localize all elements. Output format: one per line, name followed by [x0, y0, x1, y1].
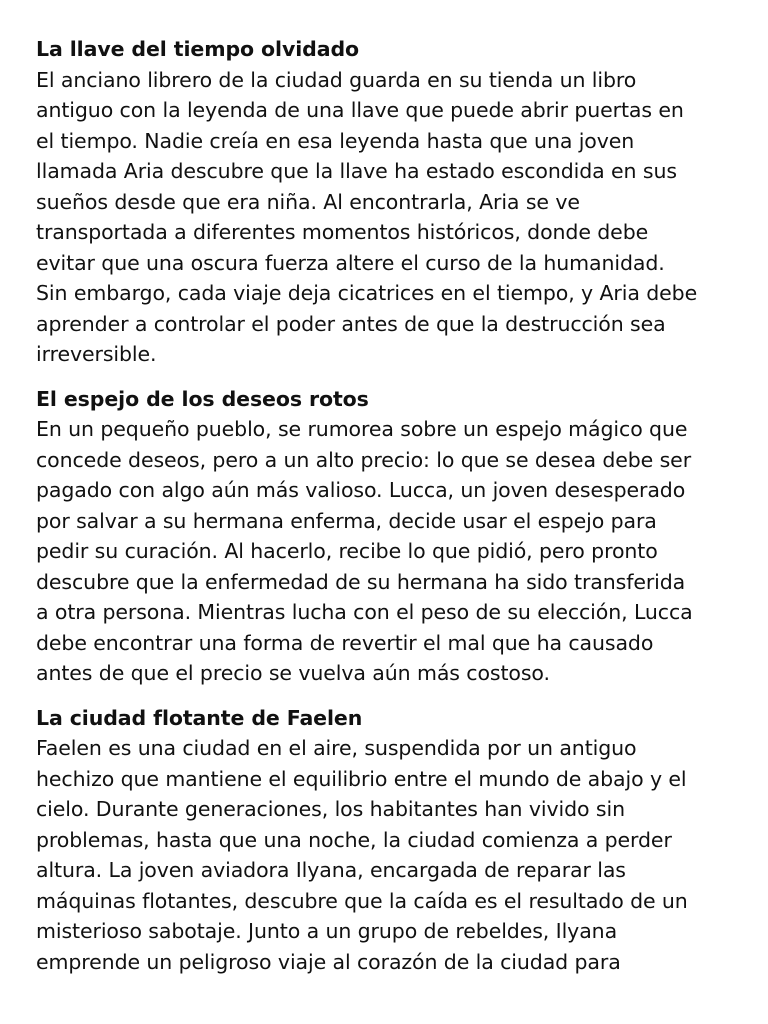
text-line: sueños desde que era niña. Al encontrarla, Aria se ve	[36, 189, 580, 214]
story-synopsis	[36, 733, 742, 977]
text-line: antes de que el precio se vuelva aún más costoso.	[36, 661, 550, 685]
text-line: cielo. Durante generaciones, los habitantes han vivido sin	[36, 797, 625, 821]
text-line: misterioso sabotaje. Junto a un grupo de rebeldes, Ilyana	[36, 919, 618, 943]
text-line: hechizo que mantiene el equilibrio entre el mundo de abajo y el	[36, 766, 687, 791]
text-line: llamada Aria descubre que la llave ha estado escondida en sus	[36, 159, 677, 183]
text-line: Faelen es una ciudad en el aire, suspendida por un antiguo	[36, 736, 637, 760]
text-line: Sin embargo, cada viaje deja cicatrices en el tiempo, y Aria debe	[36, 281, 698, 305]
story-title: La ciudad flotante de Faelen	[36, 705, 363, 730]
story-entry-3	[36, 703, 742, 978]
text-line: transportada a diferentes momentos históricos, donde debe	[36, 220, 649, 244]
text-line: El anciano librero de la ciudad guarda en su tienda un libro	[36, 67, 637, 92]
text-line: debe encontrar una forma de revertir el mal que ha causado	[36, 630, 654, 655]
text-line: por salvar a su hermana enferma, decide usar el espejo para	[36, 508, 657, 533]
text-line: máquinas flotantes, descubre que la caída es el resultado de un	[36, 888, 688, 913]
text-line: descubre que la enfermedad de su hermana ha sido transferida	[36, 569, 686, 594]
text-line: pagado con algo aún más valioso. Lucca, un joven desesperado	[36, 478, 686, 502]
story-synopsis	[36, 65, 742, 370]
text-line: a otra persona. Mientras lucha con el peso de su elección, Lucca	[36, 600, 693, 624]
document-page	[36, 34, 742, 991]
text-line: problemas, hasta que una noche, la ciudad comienza a perder	[36, 827, 672, 852]
story-synopsis	[36, 414, 742, 689]
text-line: aprender a controlar el poder antes de que la destrucción sea	[36, 311, 666, 336]
text-line: evitar que una oscura fuerza altere el curso de la humanidad.	[36, 250, 665, 275]
story-entry-1	[36, 34, 742, 370]
story-title: El espejo de los deseos rotos	[36, 386, 369, 411]
text-line: concede deseos, pero a un alto precio: lo que se desea debe ser	[36, 447, 692, 472]
text-line: irreversible.	[36, 342, 157, 366]
text-line: altura. La joven aviadora Ilyana, encargada de reparar las	[36, 858, 626, 882]
text-line: pedir su curación. Al hacerlo, recibe lo que pidió, pero pronto	[36, 539, 658, 563]
story-title: La llave del tiempo olvidado	[36, 37, 360, 61]
story-entry-2	[36, 384, 742, 689]
text-line: En un pequeño pueblo, se rumorea sobre un espejo mágico que	[36, 417, 688, 441]
text-line: antiguo con la leyenda de una llave que puede abrir puertas en	[36, 98, 684, 122]
text-line: emprende un peligroso viaje al corazón de la ciudad para	[36, 949, 621, 974]
text-line: el tiempo. Nadie creía en esa leyenda hasta que una joven	[36, 128, 635, 153]
